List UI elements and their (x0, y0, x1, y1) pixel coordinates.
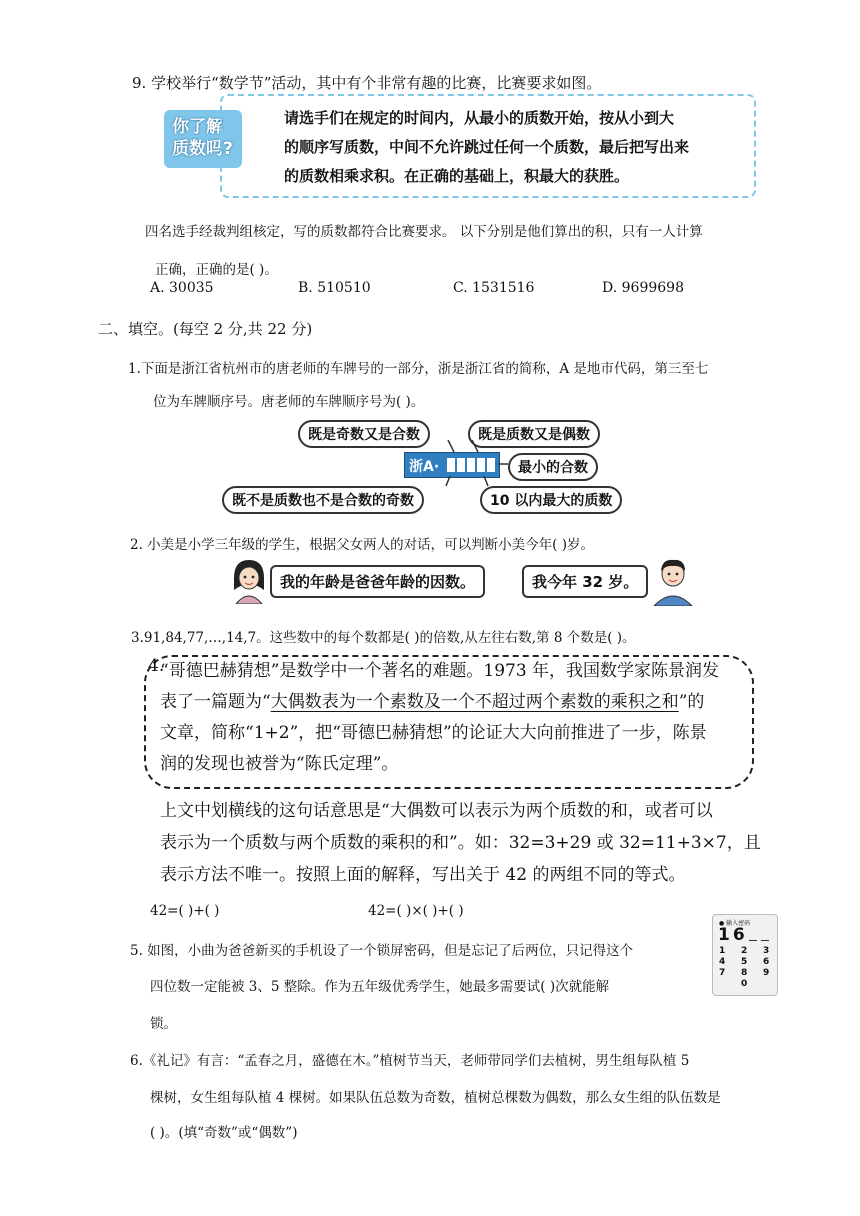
q1-bubble: 既是奇数又是合数 (298, 420, 430, 448)
code-blank (749, 940, 757, 941)
q5-line2: 四位数一定能被 3、5 整除。作为五年级优秀学生，她最多需要试( )次就能解 (150, 979, 610, 995)
q9-rule-line: 的质数相乘求积。在正确的基础上，积最大的获胜。 (284, 167, 630, 185)
girl-speech: 我的年龄是爸爸年龄的因数。 (270, 565, 485, 598)
option-c[interactable]: C. 1531516 (453, 280, 535, 296)
q9-rule-line: 的顺序写质数，中间不允许跳过任何一个质数，最后把写出来 (284, 138, 690, 156)
dad-speech: 我今年 32 岁。 (522, 565, 648, 598)
phone-title: ● 输入密码 (719, 920, 751, 927)
q4-story-line: “哥德巴赫猜想”是数学中一个著名的难题。1973 年，我国数学家陈景润发 (160, 661, 720, 681)
key[interactable]: 0 (741, 979, 748, 989)
q9-rules-text (284, 104, 689, 191)
q9-rules-box (220, 94, 756, 198)
q1-bubble: 10 以内最大的质数 (480, 486, 622, 514)
option-b[interactable]: B. 510510 (298, 280, 371, 296)
q9-badge-text: 你了解质数吗? (172, 117, 233, 159)
key[interactable]: 4 (719, 957, 726, 967)
q4-story-line: 润的发现也被誉为“陈氏定理”。 (160, 754, 399, 774)
q4-story-line: 表了一篇题为“大偶数表为一个素数及一个不超过两个素数的乘积之和”的 (160, 692, 705, 712)
option-a[interactable]: A. 30035 (150, 280, 214, 296)
q4-equation-2[interactable]: 42=( )×( )+( ) (368, 903, 464, 919)
key[interactable]: 5 (741, 957, 748, 967)
key[interactable]: 9 (763, 968, 770, 978)
q1-bubble: 既不是质数也不是合数的奇数 (222, 486, 424, 514)
q4-number: 4. (148, 656, 165, 676)
q4-story-line: 文章，简称“1+2”，把“哥德巴赫猜想”的论证大大向前推进了一步，陈景 (160, 723, 707, 743)
q4-story (160, 656, 760, 780)
q6-line2: 棵树，女生组每队植 4 棵树。如果队伍总数为奇数，植树总棵数为偶数，那么女生组的队伍数是 (150, 1090, 721, 1106)
q5-line3: 锁。 (150, 1016, 177, 1032)
code-blank (761, 940, 769, 941)
key[interactable]: 7 (719, 968, 726, 978)
q9-line1: 四名选手经裁判组核定，写的质数都符合比赛要求。 以下分别是他们算出的积，只有一人计算 (145, 224, 703, 240)
q1-bubble: 既是质数又是偶数 (468, 420, 600, 448)
key[interactable]: 6 (763, 957, 770, 967)
q9-prompt: 9. 学校举行“数学节”活动，其中有个非常有趣的比赛，比赛要求如图。 (132, 74, 602, 92)
q4-equation-1[interactable]: 42=( )+( ) (150, 903, 220, 919)
key[interactable]: 8 (741, 968, 748, 978)
q6-line1: 6.《礼记》有言：“孟春之月，盛德在木。”植树节当天，老师带同学们去植树，男生组每队植 5 (130, 1053, 690, 1069)
q3-line: 3.91,84,77,…,14,7。这些数中的每个数都是( )的倍数,从左往右数,第 8 个数是( )。 (131, 630, 636, 646)
girl-icon (228, 558, 270, 604)
option-d[interactable]: D. 9699698 (602, 280, 684, 296)
phone-lockscreen (712, 914, 778, 996)
phone-code: 16 (718, 925, 748, 945)
father-icon (650, 556, 696, 606)
q4-exp-line: 表示为一个质数与两个质数的乘积的和”。如：32=3+29 或 32=11+3×7，且 (160, 833, 761, 853)
q4-underlined-phrase: 大偶数表为一个素数及一个不超过两个素数的乘积之和 (270, 692, 679, 712)
q4-exp-line: 表示方法不唯一。按照上面的解释，写出关于 42 的两组不同的等式。 (160, 865, 686, 885)
plate-prefix: 浙A· (409, 459, 440, 475)
q4-exp-line: 上文中划横线的这句话意思是“大偶数可以表示为两个质数的和，或者可以 (160, 801, 713, 821)
q4-explanation (160, 795, 761, 891)
key[interactable]: 2 (741, 946, 748, 956)
plate-connectors (380, 440, 520, 490)
section2-title: 二、填空。(每空 2 分,共 22 分) (98, 320, 313, 338)
q6-line3: ( )。(填“奇数”或“偶数”) (150, 1125, 298, 1141)
q9-rule-line: 请选手们在规定的时间内，从最小的质数开始，按从小到大 (284, 109, 675, 127)
q9-line2: 正确，正确的是( )。 (155, 262, 278, 278)
q1-bubble: 最小的合数 (508, 453, 598, 481)
q1-line1: 1.下面是浙江省杭州市的唐老师的车牌号的一部分，浙是浙江省的简称，A 是地市代码，第三至七 (128, 361, 709, 377)
q5-line1: 5. 如图，小曲为爸爸新买的手机设了一个锁屏密码，但是忘记了后两位，只记得这个 (130, 943, 634, 959)
q1-line2: 位为车牌顺序号。唐老师的车牌顺序号为( )。 (153, 394, 425, 410)
q2-line: 2. 小美是小学三年级的学生，根据父女两人的对话，可以判断小美今年( )岁。 (130, 537, 594, 553)
key[interactable]: 3 (763, 946, 770, 956)
key[interactable]: 1 (719, 946, 726, 956)
